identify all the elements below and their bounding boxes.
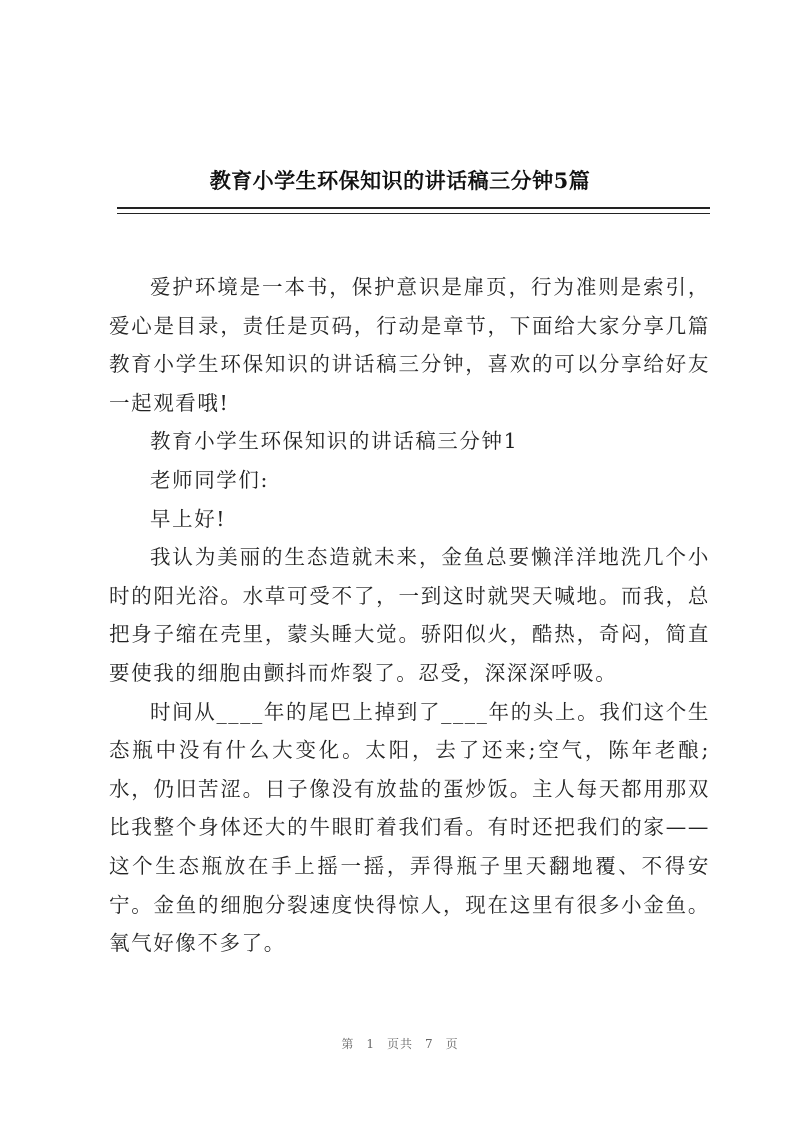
footer-suffix: 页 — [445, 1037, 459, 1051]
footer-prefix: 第 — [341, 1037, 355, 1051]
title-divider-thin — [117, 213, 710, 214]
title-divider-thick — [117, 207, 710, 209]
footer-current-page: 1 — [366, 1037, 375, 1051]
intro-paragraph: 爱护环境是一本书，保护意识是扉页，行为准则是索引，爱心是目录，责任是页码，行动是章节，下面给大家分享几篇教育小学生环保知识的讲话稿三分钟，喜欢的可以分享给好友一起观看哦! — [109, 275, 710, 415]
footer-total-pages: 7 — [425, 1037, 434, 1051]
body-paragraph: 我认为美丽的生态造就未来，金鱼总要懒洋洋地洗几个小时的阳光浴。水草可受不了，一到这时就哭天喊地。而我，总把身子缩在壳里，蒙头睡大觉。骄阳似火，酷热，奇闷，简直要使我的细胞由颤抖而炸裂了。忍受，深深深呼吸。 — [109, 545, 710, 685]
page-number-footer — [0, 1035, 800, 1052]
salutation: 老师同学们: — [150, 467, 270, 492]
body-paragraph: 时间从____年的尾巴上掉到了____年的头上。我们这个生态瓶中没有什么大变化。太阳，去了还来;空气，陈年老酿;水，仍旧苦涩。日子像没有放盐的蛋炒饭。主人每天都用那双比我整个身体还大的牛眼盯着我们看。有时还把我们的家——这个生态瓶放在手上摇一摇，弄得瓶子里天翻地覆、不得安宁。金鱼的细胞分裂速度快得惊人，现在这里有很多小金鱼。氧气好像不多了。 — [109, 699, 710, 956]
document-body — [109, 268, 710, 963]
document-title: 教育小学生环保知识的讲话稿三分钟5篇 — [209, 168, 591, 193]
greeting: 早上好! — [150, 506, 227, 531]
section-heading: 教育小学生环保知识的讲话稿三分钟1 — [150, 429, 519, 454]
footer-middle: 页共 — [386, 1037, 413, 1051]
